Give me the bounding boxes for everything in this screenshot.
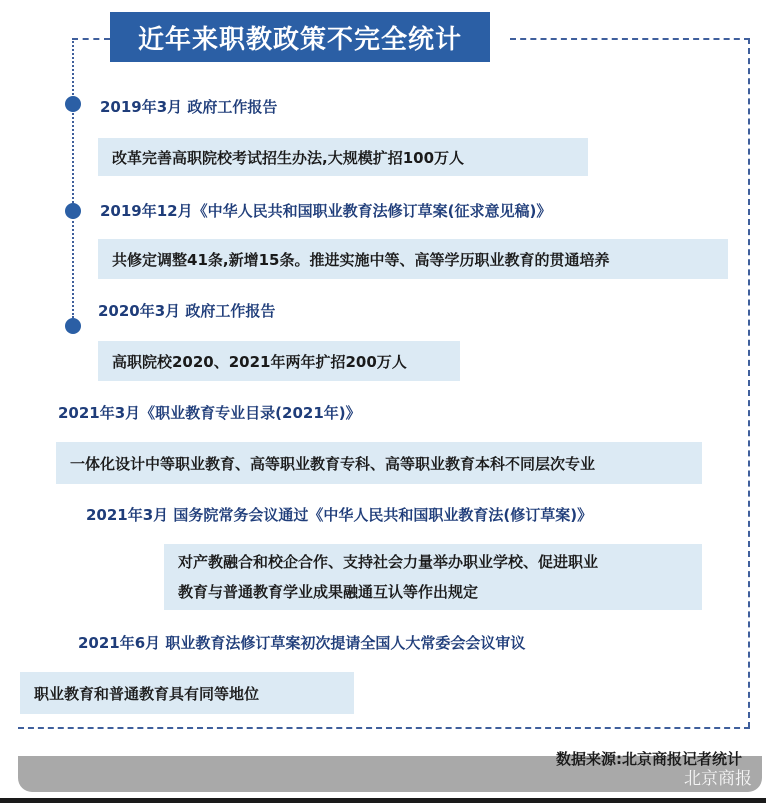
event-4-line-1: 一体化设计中等职业教育、高等职业教育专科、高等职业教育本科不同层次专业 xyxy=(70,454,596,473)
timeline-dot-3 xyxy=(65,318,81,334)
event-3-detail xyxy=(98,341,460,381)
data-source: 数据来源:北京商报记者统计 xyxy=(556,750,742,768)
event-3-line-1: 高职院校2020、2021年两年扩招200万人 xyxy=(112,352,407,371)
frame-border-top-right xyxy=(510,38,750,40)
timeline-line xyxy=(72,38,74,318)
timeline-dot-1 xyxy=(65,96,81,112)
event-5-title: 2021年3月 国务院常务会议通过《中华人民共和国职业教育法(修订草案)》 xyxy=(86,506,593,524)
event-1-title: 2019年3月 政府工作报告 xyxy=(100,98,278,116)
event-1-line-1: 改革完善高职院校考试招生办法,大规模扩招100万人 xyxy=(112,148,465,167)
event-5-line-1: 对产教融合和校企合作、支持社会力量举办职业学校、促进职业 xyxy=(178,553,599,571)
event-2-title: 2019年12月《中华人民共和国职业教育法修订草案(征求意见稿)》 xyxy=(100,202,552,220)
event-1-detail xyxy=(98,138,588,176)
page-title: 近年来职教政策不完全统计 xyxy=(110,12,490,62)
bottom-rule xyxy=(0,798,766,803)
event-6-line-1: 职业教育和普通教育具有同等地位 xyxy=(34,684,260,703)
frame-border-right xyxy=(748,38,750,728)
timeline-dot-2 xyxy=(65,203,81,219)
frame-border-top-left xyxy=(72,38,110,40)
event-4-detail xyxy=(56,442,702,484)
watermark: 北京商报 xyxy=(684,769,752,789)
event-2-detail xyxy=(98,239,728,279)
event-6-title: 2021年6月 职业教育法修订草案初次提请全国人大常委会会议审议 xyxy=(78,634,526,652)
event-6-detail xyxy=(20,672,354,714)
event-3-title: 2020年3月 政府工作报告 xyxy=(98,302,276,320)
event-4-title: 2021年3月《职业教育专业目录(2021年)》 xyxy=(58,404,361,422)
event-2-line-1: 共修定调整41条,新增15条。推进实施中等、高等学历职业教育的贯通培养 xyxy=(112,250,610,269)
event-5-detail xyxy=(164,544,702,610)
frame-border-bottom xyxy=(18,727,750,729)
event-5-line-2: 教育与普通教育学业成果融通互认等作出规定 xyxy=(178,583,479,601)
